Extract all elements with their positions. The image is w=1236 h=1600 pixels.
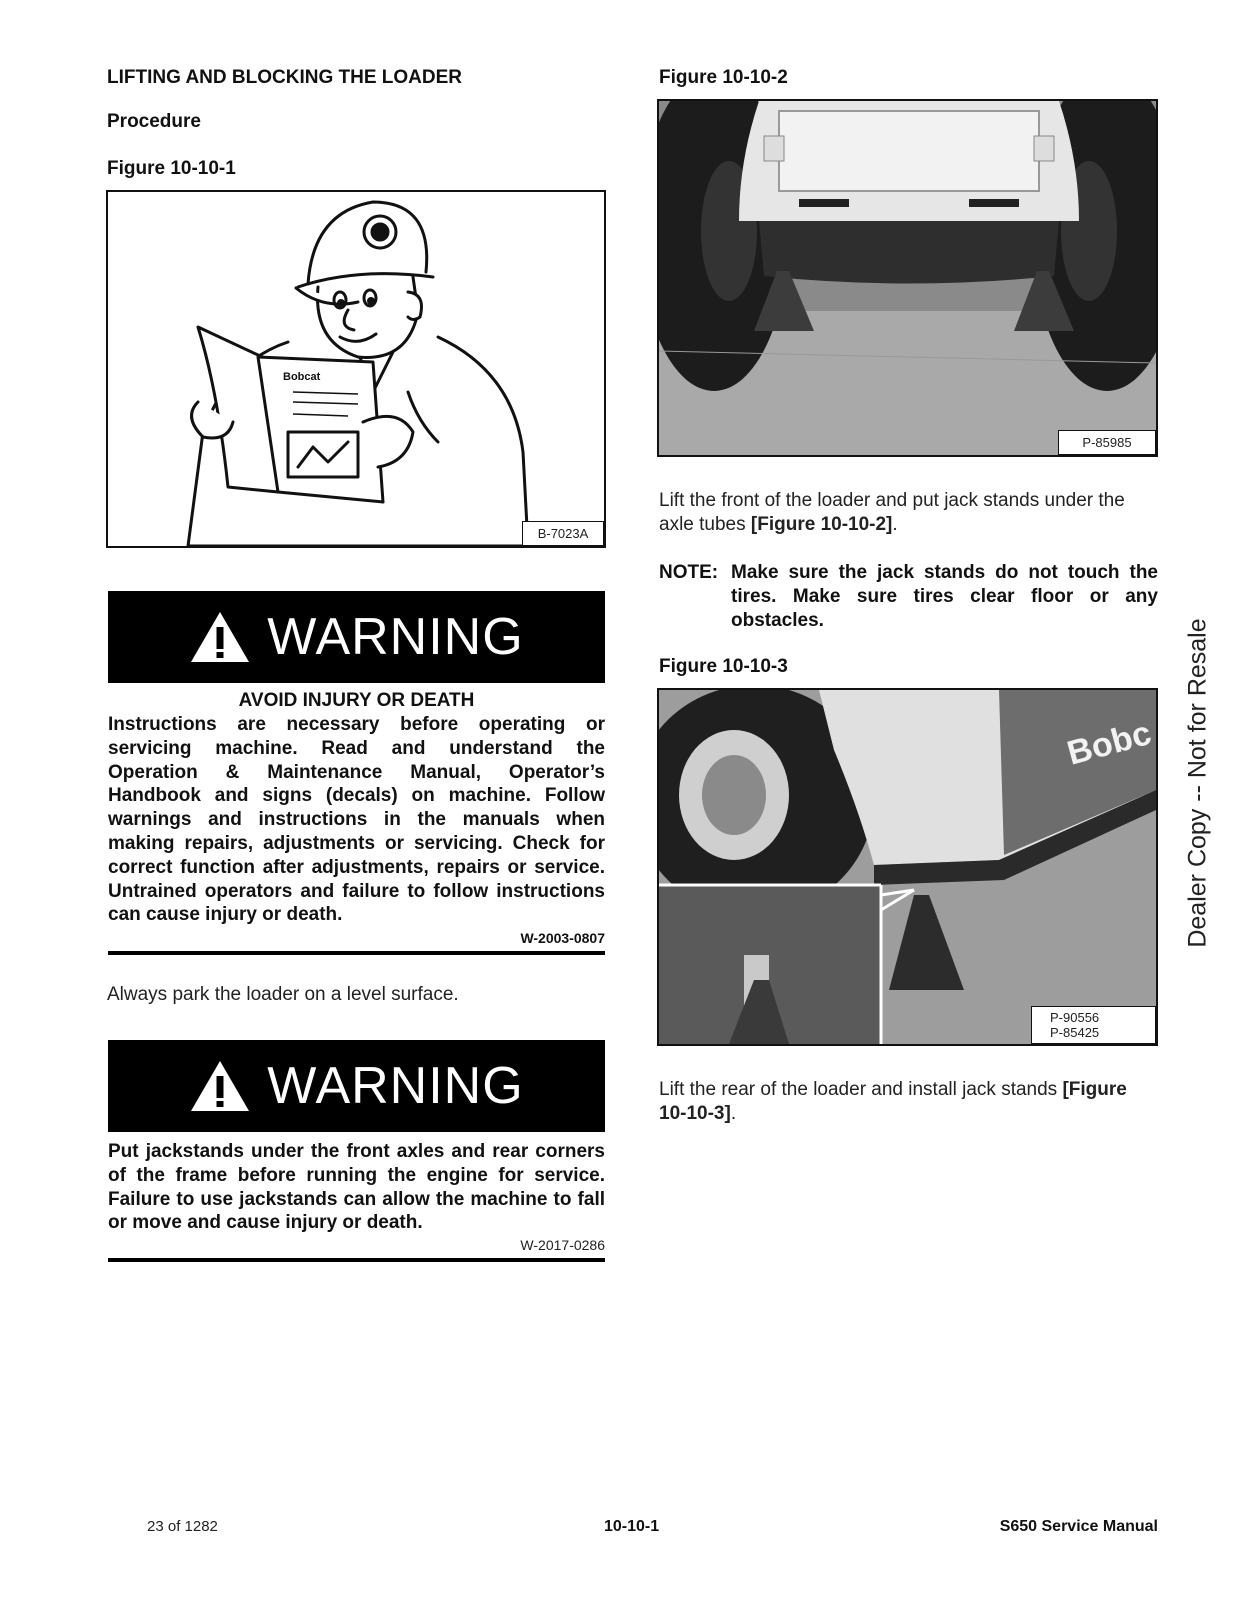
figure-caption-2: Figure 10-10-2 xyxy=(659,67,788,88)
warning-rule-1 xyxy=(108,951,605,955)
man-reading-manual-illustration xyxy=(108,192,604,546)
dealer-copy-watermark: Dealer Copy -- Not for Resale xyxy=(1183,618,1212,948)
loader-brand-decal: Bobc xyxy=(1063,714,1156,773)
book-brand-text: Bobcat xyxy=(283,371,321,383)
figure-10-10-1 xyxy=(106,190,606,548)
figure-tag-3b: P-85425 xyxy=(1050,1025,1100,1040)
figure-tag-3a: P-90556 xyxy=(1050,1010,1100,1025)
subsection-title: Procedure xyxy=(107,111,201,132)
warning-code-1: W-2003-0807 xyxy=(520,930,605,946)
warning-triangle-icon xyxy=(189,610,251,664)
figure-caption-1: Figure 10-10-1 xyxy=(107,158,236,179)
note-label: NOTE: xyxy=(659,562,719,583)
lift-front-text: Lift the front of the loader and put jack stands under the axle tubes xyxy=(659,490,1125,535)
warning-text-1: Instructions are necessary before operating or servicing machine. Read and understand the Operation & Maintenance Manual, Operator’s Handbook and signs (decals) on machine. Follow warnings and instructions in the manuals when making repairs, adjustments or servicing. Check for correct function after adjustments, repairs or service. Untrained operators and failure to follow instructions can cause injury or death. xyxy=(108,714,605,926)
warning-banner-1 xyxy=(108,591,605,683)
front-jack-stands-photo xyxy=(659,101,1156,455)
figure-10-10-3 xyxy=(657,688,1158,1046)
footer-page-count: 23 of 1282 xyxy=(147,1518,218,1535)
figure-tag-1: B-7023A xyxy=(522,521,604,546)
footer-page-number: 10-10-1 xyxy=(604,1518,660,1535)
warning-label-1: WARNING xyxy=(267,608,524,666)
figure-reference-3: [Figure 10-10-3] xyxy=(659,1079,1127,1124)
note-text: Make sure the jack stands do not touch the tires. Make sure tires clear floor or any obstacles. xyxy=(731,562,1158,631)
warning-text-2: Put jackstands under the front axles and rear corners of the frame before running the engine for service. Failure to use jackstands can allow the machine to fall or move and cause injury or death. xyxy=(108,1141,605,1234)
warning-banner-2 xyxy=(108,1040,605,1132)
note-block xyxy=(659,561,1158,633)
lift-rear-end: . xyxy=(730,1103,737,1124)
figure-caption-3: Figure 10-10-3 xyxy=(659,656,788,677)
figure-tag-2: P-85985 xyxy=(1058,430,1156,455)
figure-10-10-2 xyxy=(657,99,1158,457)
section-title: LIFTING AND BLOCKING THE LOADER xyxy=(107,67,462,88)
warning-code-2: W-2017-0286 xyxy=(520,1237,605,1253)
rear-jack-stands-photo xyxy=(659,690,1156,1044)
lift-front-instruction xyxy=(659,489,1158,537)
warning-heading: AVOID INJURY OR DEATH xyxy=(238,690,475,711)
warning-rule-2 xyxy=(108,1258,605,1262)
warning-label-2: WARNING xyxy=(267,1057,524,1115)
park-instruction: Always park the loader on a level surface. xyxy=(107,984,459,1005)
lift-front-end: . xyxy=(892,514,898,535)
footer-manual-title: S650 Service Manual xyxy=(999,1518,1158,1535)
figure-reference-2: [Figure 10-10-2] xyxy=(750,514,893,535)
warning-triangle-icon xyxy=(189,1059,251,1113)
figure-tags-3 xyxy=(1031,1006,1156,1044)
lift-rear-text: Lift the rear of the loader and install jack stands xyxy=(659,1079,1063,1100)
lift-rear-instruction xyxy=(659,1078,1158,1126)
